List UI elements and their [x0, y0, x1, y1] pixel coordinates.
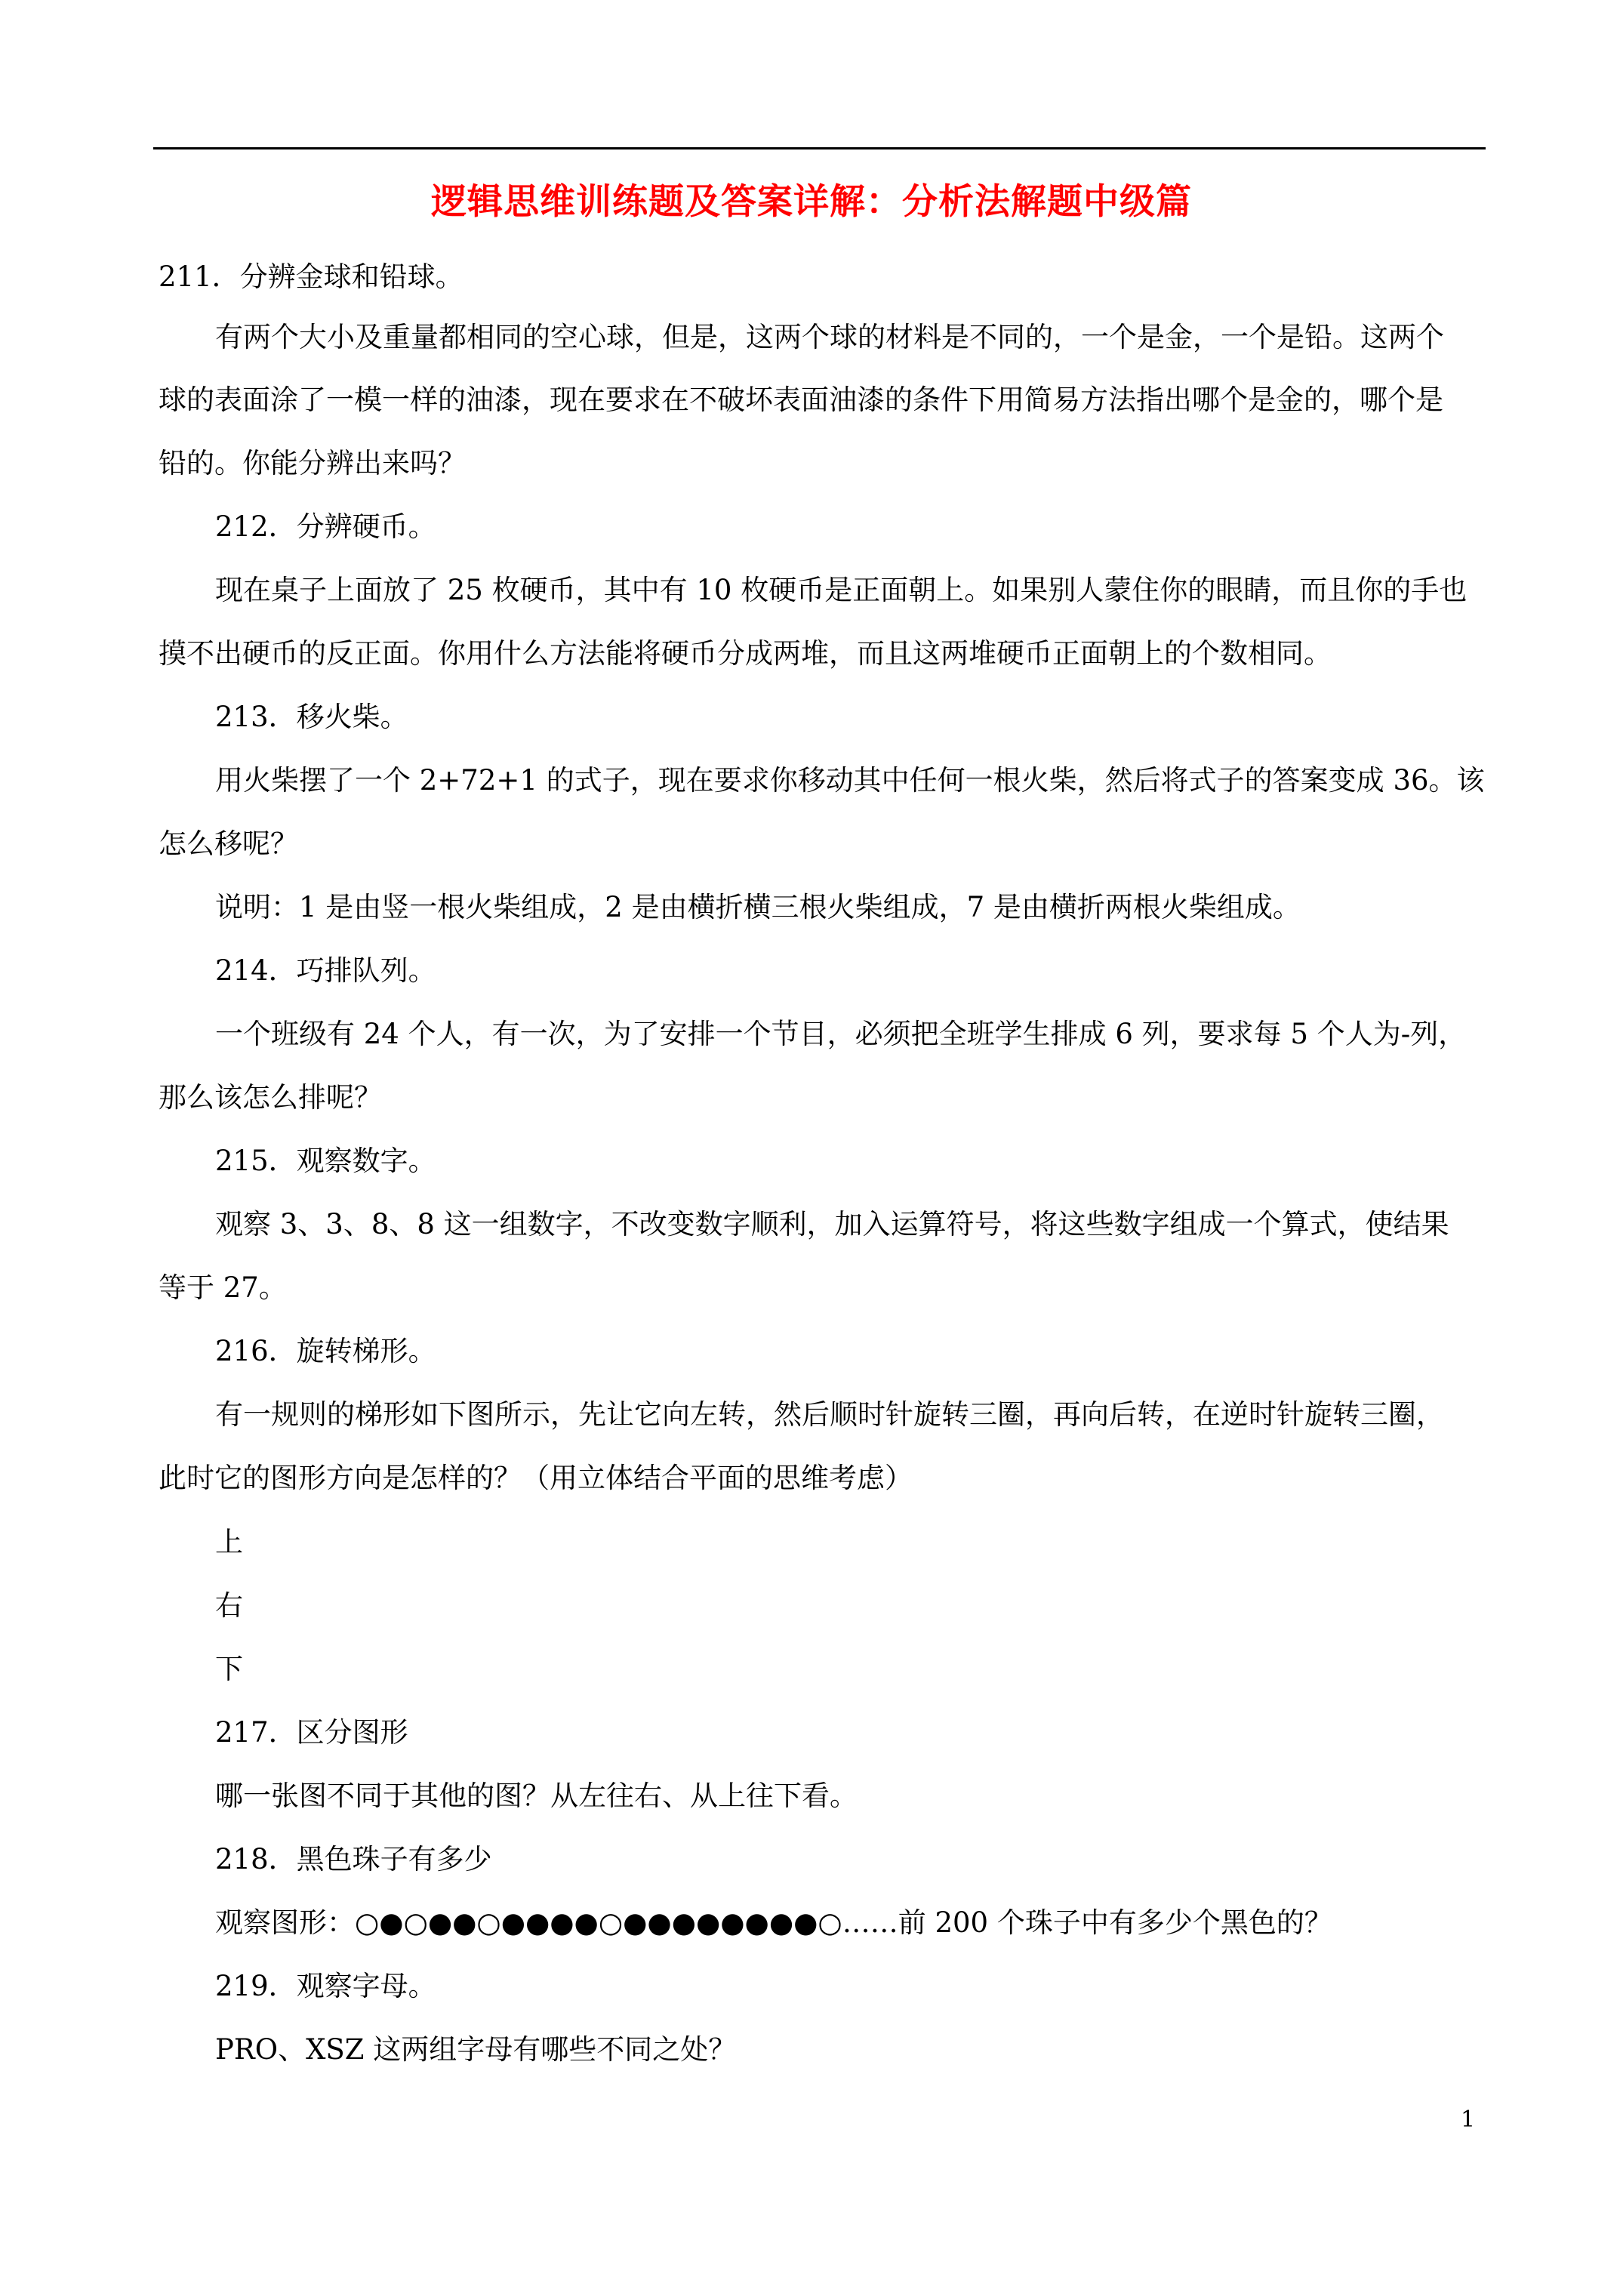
question-219-line-1: PRO、XSZ 这两组字母有哪些不同之处？	[215, 2033, 737, 2066]
question-213-heading: 213．移火柴。	[215, 701, 408, 733]
question-216-line-1: 有一规则的梯形如下图所示，先让它向左转，然后顺时针旋转三圈，再向后转，在逆时针旋转三圈，	[215, 1398, 1444, 1431]
question-219-heading: 219．观察字母。	[215, 1970, 436, 2002]
page-title: 逻辑思维训练题及答案详解：分析法解题中级篇	[431, 181, 1192, 223]
question-213-line-2: 怎么移呢？	[159, 827, 298, 860]
question-214-heading: 214．巧排队列。	[215, 954, 436, 987]
question-216-line-2: 此时它的图形方向是怎样的？（用立体结合平面的思维考虑）	[159, 1462, 913, 1494]
question-212-line-2: 摸不出硬币的反正面。你用什么方法能将硬币分成两堆，而且这两堆硬币正面朝上的个数相同。	[159, 637, 1332, 670]
question-214-line-1: 一个班级有 24 个人，有一次，为了安排一个节目，必须把全班学生排成 6 列，要求每 5 个人为-列，	[215, 1018, 1467, 1050]
question-217-line-1: 哪一张图不同于其他的图？从左往右、从上往下看。	[215, 1780, 858, 1812]
question-218-line-1: 观察图形：○●○●●○●●●●○●●●●●●●●○……前 200 个珠子中有多少个黑色的？	[215, 1906, 1332, 1939]
question-211-line-3: 铅的。你能分辨出来吗？	[159, 447, 466, 479]
question-215-line-1: 观察 3、3、8、8 这一组数字，不改变数字顺利，加入运算符号，将这些数字组成一个算式，使结果	[215, 1208, 1449, 1240]
question-216-heading: 216．旋转梯形。	[215, 1335, 436, 1367]
question-212-heading: 212．分辨硬币。	[215, 510, 436, 543]
question-213-note: 说明：1 是由竖一根火柴组成，2 是由横折横三根火柴组成，7 是由横折两根火柴组成。	[215, 891, 1301, 923]
figure-label-right: 右	[215, 1589, 243, 1622]
page-number: 1	[1461, 2106, 1476, 2133]
header-rule	[153, 147, 1486, 149]
figure-label-up: 上	[215, 1526, 243, 1558]
question-217-heading: 217．区分图形	[215, 1716, 408, 1749]
question-214-line-2: 那么该怎么排呢？	[159, 1081, 382, 1114]
question-211-heading: 211．分辨金球和铅球。	[159, 260, 463, 293]
question-213-line-1: 用火柴摆了一个 2+72+1 的式子，现在要求你移动其中任何一根火柴，然后将式子的答案变成 36。该	[215, 764, 1485, 797]
question-215-line-2: 等于 27。	[159, 1271, 287, 1304]
question-211-line-1: 有两个大小及重量都相同的空心球，但是，这两个球的材料是不同的，一个是金，一个是铅。这两个	[215, 321, 1444, 353]
question-215-heading: 215．观察数字。	[215, 1145, 436, 1177]
question-211-line-2: 球的表面涂了一模一样的油漆，现在要求在不破坏表面油漆的条件下用简易方法指出哪个是金的，哪个是	[159, 384, 1443, 416]
question-218-heading: 218．黑色珠子有多少	[215, 1843, 492, 1875]
figure-label-down: 下	[215, 1653, 243, 1685]
question-212-line-1: 现在桌子上面放了 25 枚硬币，其中有 10 枚硬币是正面朝上。如果别人蒙住你的眼睛，而且你的手也	[215, 574, 1467, 606]
